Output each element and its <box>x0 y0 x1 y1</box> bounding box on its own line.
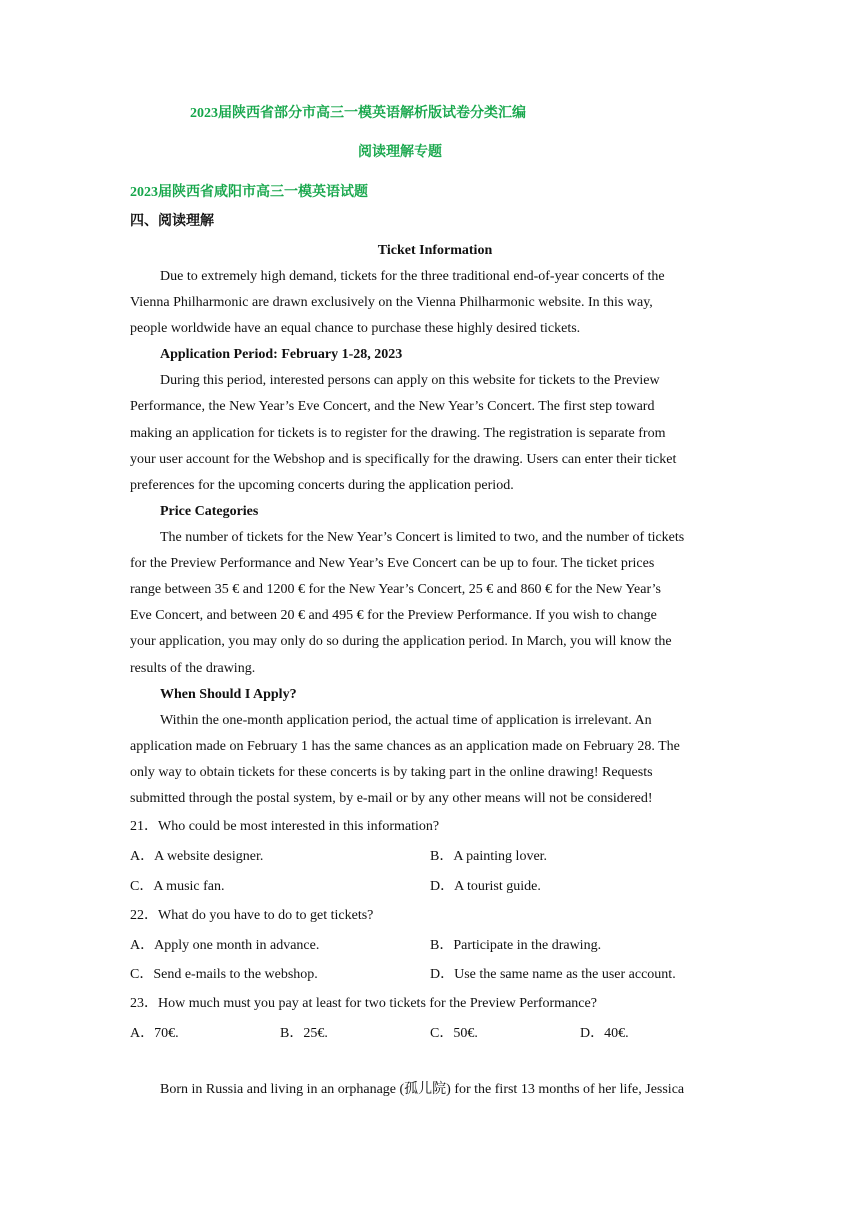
passage-line: results of the drawing. <box>130 661 256 676</box>
passage-line: Eve Concert, and between 20 € and 495 € for the Preview Performance. If you wish to change <box>130 608 657 623</box>
passage-line: Within the one-month application period, the actual time of application is irrelevant. An <box>160 713 652 728</box>
passage2-line: Born in Russia and living in an orphanage (孤儿院) for the first 13 months of her life, Jessica <box>160 1082 685 1097</box>
passage-line: for the Preview Performance and New Year’s Eve Concert can be up to four. The ticket prices <box>130 556 655 571</box>
option-21-d: D．A tourist guide. <box>430 879 541 894</box>
passage-line: range between 35 € and 1200 € for the New Year’s Concert, 25 € and 860 € for the New Year’s <box>130 582 661 597</box>
passage-subheading: Price Categories <box>160 504 259 519</box>
source-heading: 2023届陕西省咸阳市高三一模英语试题 <box>130 185 368 200</box>
passage-line: people worldwide have an equal chance to purchase these highly desired tickets. <box>130 321 581 336</box>
passage-line: During this period, interested persons can apply on this website for tickets to the Preview <box>160 373 660 388</box>
passage-line: Vienna Philharmonic are drawn exclusively on the Vienna Philharmonic website. In this way, <box>130 295 653 310</box>
option-22-d: D．Use the same name as the user account. <box>430 967 676 982</box>
option-23-b: B．25€. <box>280 1026 328 1041</box>
question-stem-21: 21．Who could be most interested in this information? <box>130 819 440 834</box>
passage-line: your user account for the Webshop and is specifically for the drawing. Users can enter their ticket <box>130 452 677 467</box>
passage-line: making an application for tickets is to register for the drawing. The registration is separate from <box>130 426 666 441</box>
option-23-a: A．70€. <box>130 1026 179 1041</box>
passage-line: Performance, the New Year’s Eve Concert, and the New Year’s Concert. The first step toward <box>130 399 655 414</box>
passage-line: your application, you may only do so during the application period. In March, you will know the <box>130 634 672 649</box>
passage-line: preferences for the upcoming concerts during the application period. <box>130 478 514 493</box>
document-subtitle: 阅读理解专题 <box>358 145 442 160</box>
section-heading: 四、阅读理解 <box>130 214 214 229</box>
passage-line: only way to obtain tickets for these concerts is by taking part in the online drawing! Requests <box>130 765 653 780</box>
option-21-c: C．A music fan. <box>130 879 225 894</box>
question-stem-22: 22．What do you have to do to get tickets? <box>130 908 374 923</box>
question-stem-23: 23．How much must you pay at least for two tickets for the Preview Performance? <box>130 996 597 1011</box>
passage-subheading: Application Period: February 1-28, 2023 <box>160 347 403 362</box>
passage-line: application made on February 1 has the same chances as an application made on February 28. The <box>130 739 680 754</box>
option-22-c: C．Send e-mails to the webshop. <box>130 967 318 982</box>
option-23-d: D．40€. <box>580 1026 629 1041</box>
passage-line: Due to extremely high demand, tickets for the three traditional end-of-year concerts of the <box>160 269 665 284</box>
option-21-a: A．A website designer. <box>130 849 264 864</box>
passage-line: submitted through the postal system, by e-mail or by any other means will not be considered! <box>130 791 653 806</box>
option-23-c: C．50€. <box>430 1026 478 1041</box>
passage-line: The number of tickets for the New Year’s Concert is limited to two, and the number of tickets <box>160 530 685 545</box>
document-title: 2023届陕西省部分市高三一模英语解析版试卷分类汇编 <box>190 106 526 121</box>
option-22-b: B．Participate in the drawing. <box>430 938 602 953</box>
passage-title: Ticket Information <box>377 243 493 258</box>
option-21-b: B．A painting lover. <box>430 849 548 864</box>
passage-subheading: When Should I Apply? <box>160 687 297 702</box>
option-22-a: A．Apply one month in advance. <box>130 938 320 953</box>
